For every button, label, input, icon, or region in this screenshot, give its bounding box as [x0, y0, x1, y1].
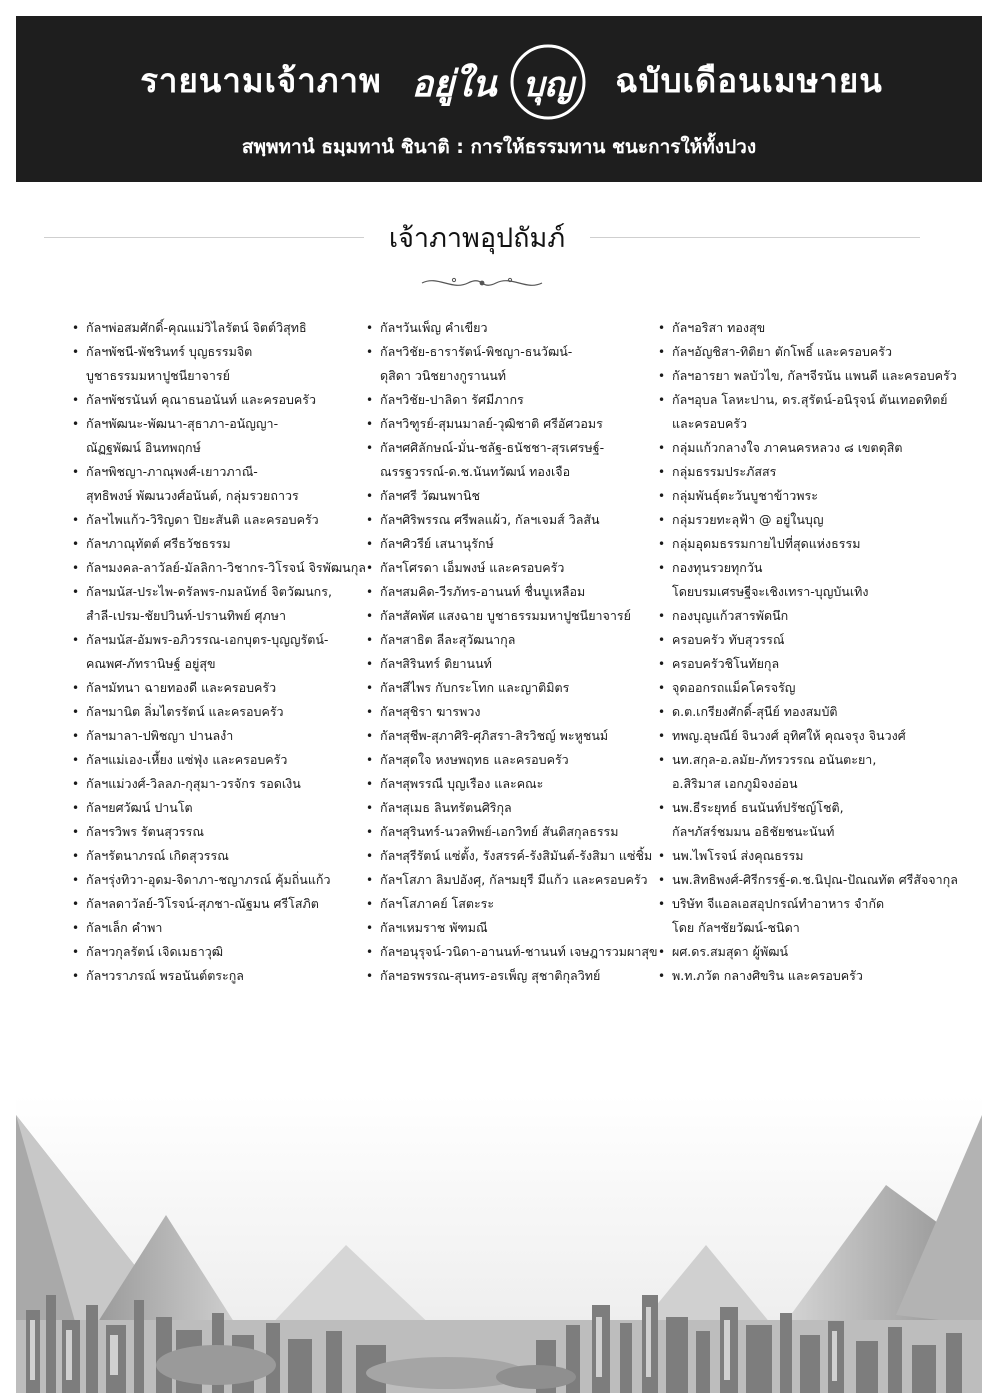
- donor-name-line: • กัลฯลดาวัลย์-วิโรจน์-สุภชา-ณัฐมน ศรีโสภิต: [86, 896, 319, 911]
- donor-list-item: [366, 628, 658, 652]
- donor-list-item: [366, 916, 658, 940]
- donor-name-line: • กลุ่มแก้วกลางใจ ภาคนครหลวง ๘ เขตดุสิต: [672, 440, 903, 455]
- donor-name-line: • กัลฯแม่วงศ์-วิลลภ-กุสุมา-วรจักร รอดเงิน: [86, 776, 301, 791]
- donor-list-item: [72, 796, 366, 820]
- donor-name-line: • จุดออกรถแม็คโครจรัญ: [672, 680, 796, 695]
- donor-list-item: [366, 724, 658, 748]
- donor-list-item: [658, 748, 958, 796]
- donor-list-item: [658, 892, 958, 940]
- donor-name-line: • กัลฯไพแก้ว-วิริญดา ปิยะสันติ และครอบครัว: [86, 512, 319, 527]
- donor-list-item: [72, 892, 366, 916]
- donor-name-line: • กัลฯภาณุทัตต์ ศรีธวัชธรรม: [86, 536, 231, 551]
- donor-list-item: [658, 556, 958, 604]
- donor-list-item: [366, 508, 658, 532]
- donor-name-line: กัลฯภัสร์ชมมน อธิชัยชนะนันท์: [672, 824, 835, 839]
- donor-name-line: บูชาธรรมมหาปูชนียาจารย์: [86, 368, 230, 383]
- donor-name-line: • กัลฯวกุลรัตน์ เจิดเมธาวุฒิ: [86, 944, 224, 959]
- donor-name-line: • กัลฯมานิต ลิ่มไตรรัตน์ และครอบครัว: [86, 704, 284, 719]
- donor-list-item: [72, 916, 366, 940]
- donor-list-item: [72, 676, 366, 700]
- donor-name-line: • กัลฯโสภาคย์ โสตะระ: [380, 896, 495, 911]
- donor-list-item: [72, 700, 366, 724]
- donor-name-line: • กัลฯวราภรณ์ พรอนันต์ตระกูล: [86, 968, 244, 983]
- donor-list-item: [658, 460, 958, 484]
- donor-name-line: • กัลฯเล็ก คำพา: [86, 920, 163, 935]
- donor-list-item: [366, 412, 658, 436]
- donor-name-line: • กัลฯโสภา ลิมปอังศุ, กัลฯมยุรี มีแก้ว และครอบครัว: [380, 872, 648, 887]
- donor-list-item: [366, 868, 658, 892]
- donor-list-item: [72, 844, 366, 868]
- donor-name-line: • นพ.ธีระยุทธ์ ธนนันท์ปรัชญ์โชติ,: [672, 800, 844, 815]
- donor-name-line: • กัลฯพิชญา-ภาณุพงศ์-เยาวภาณี-: [86, 464, 258, 479]
- donor-list-item: [366, 652, 658, 676]
- logo-yoonaiboon: [388, 34, 618, 126]
- donor-list-item: [366, 964, 658, 988]
- donor-name-line: • ด.ต.เกรียงศักดิ์-สุนีย์ ทองสมบัติ: [672, 704, 838, 719]
- donor-name-line: • กัลฯยศวัฒน์ ปานโต: [86, 800, 193, 815]
- donor-list-item: [72, 628, 366, 676]
- donor-name-line: • กัลฯอรพรรณ-สุนทร-อรเพ็ญ สุชาติกุลวิทย์: [380, 968, 601, 983]
- donor-list-item: [72, 460, 366, 508]
- donor-list-item: [658, 652, 958, 676]
- donor-name-line: สุทธิพงษ์ พัฒนวงศ์อนันต์, กลุ่มรวยถาวร: [86, 488, 299, 503]
- donor-name-line: โดยบรมเศรษฐีจะเชิงเทรา-บุญบันเทิง: [672, 584, 869, 599]
- donor-name-line: • กัลฯมัทนา ฉายทองดี และครอบครัว: [86, 680, 277, 695]
- donor-name-line: • กัลฯวิชัย-ธารารัตน์-พิชญา-ธนวัฒน์-: [380, 344, 573, 359]
- section-title: เจ้าภาพอุปถัมภ์: [388, 223, 566, 254]
- donor-name-line: • กัลฯอารยา พลบัวไข, กัลฯจีรนัน แพนดี และครอบครัว: [672, 368, 957, 383]
- donor-list-item: [366, 748, 658, 772]
- donor-name-line: และครอบครัว: [672, 416, 748, 431]
- donor-list-item: [72, 748, 366, 772]
- donor-list-item: [658, 700, 958, 724]
- donor-list-item: [366, 340, 658, 388]
- donor-name-line: • กลุ่มรวยทะลุฟ้า @ อยู่ในบุญ: [672, 512, 824, 527]
- donor-name-line: • กัลฯศิวรีย์ เสนานุรักษ์: [380, 536, 494, 551]
- donor-list-item: [72, 532, 366, 556]
- donor-list-item: [366, 556, 658, 580]
- donor-name-line: • กัลฯสาธิต ลีละสุวัฒนากุล: [380, 632, 516, 647]
- donor-list-item: [366, 700, 658, 724]
- donor-list-item: [72, 580, 366, 628]
- donor-name-line: • กัลฯรวิพร รัตนสุวรรณ: [86, 824, 204, 839]
- header-banner: [16, 16, 982, 182]
- banner-subtitle: สพฺพทานํ ธมฺมทานํ ชินาติ : การให้ธรรมทาน ชนะการให้ทั้งปวง: [241, 136, 757, 158]
- donor-name-line: ณรรฐวรรณ์-ด.ช.นันทวัฒน์ ทองเจือ: [380, 464, 571, 479]
- donor-name-line: • กัลฯสุรีรัตน์ แซ่ตั้ง, รังสรรค์-รังสิมันต์-รังสิมา แซ่ชิ้ม: [380, 848, 653, 863]
- donor-list-item: [366, 676, 658, 700]
- donor-name-line: • นพ.สิทธิพงศ์-ศิรีกรรฐ์-ด.ช.นิปุณ-ปัณณทัต ศรีสัจจากุล: [672, 872, 958, 887]
- scroll-flourish-icon: [418, 274, 546, 292]
- donor-name-line: โดย กัลฯชัยวัฒน์-ชนิดา: [672, 920, 800, 935]
- donor-list-item: [366, 580, 658, 604]
- donor-list-item: [72, 508, 366, 532]
- donor-list-item: [72, 868, 366, 892]
- donor-name-line: • กัลฯพัชนี-พัชรินทร์ บุญธรรมจิต: [86, 344, 253, 359]
- donor-list-item: [658, 676, 958, 700]
- donor-list-item: [658, 964, 958, 988]
- divider-right: [590, 237, 920, 238]
- donor-name-line: • กัลฯอนุรุจน์-วนิดา-อานนท์-ชานนท์ เจษฎารวมผาสุข: [380, 944, 658, 959]
- donor-name-line: • กัลฯสุชีพ-สุภาศิริ-ศุภิสรา-สิรวิชญ์ พะหูชนม์: [380, 728, 609, 743]
- donor-list-item: [658, 340, 958, 364]
- donor-name-line: สำลี-เปรม-ชัยปวินท์-ปรานทิพย์ ศุภษา: [86, 608, 286, 623]
- logo-script-text: อยู่ใน: [411, 63, 497, 105]
- donor-name-line: • ทพญ.อุษณีย์ จินวงศ์ อุทิศให้ คุณจรุง จินวงศ์: [672, 728, 906, 743]
- donor-name-line: • กองบุญแก้วสารพัดนึก: [672, 608, 789, 623]
- donor-name-line: • กัลฯสัคพัศ แสงฉาย บูชาธรรมมหาปูชนียาจารย์: [380, 608, 631, 623]
- logo-circle-text: บุญ: [522, 65, 574, 105]
- donor-list-item: [658, 604, 958, 628]
- donor-name-line: • กัลฯมนัส-อัมพร-อภิวรรณ-เอกบุตร-บุญญรัตน์-: [86, 632, 329, 647]
- donor-list-item: [366, 820, 658, 844]
- donor-name-line: • กลุ่มอุดมธรรมกายไปที่สุดแห่งธรรม: [672, 536, 861, 551]
- divider-left: [44, 237, 364, 238]
- donor-name-line: • กัลฯสุพรรณี บุญเรือง และคณะ: [380, 776, 544, 791]
- donor-list-item: [658, 844, 958, 868]
- donor-list-item: [72, 820, 366, 844]
- donor-name-line: • กัลฯสีไพร กับกระโทก และญาติมิตร: [380, 680, 570, 695]
- donor-list-item: [658, 436, 958, 460]
- donor-name-line: • นพ.ไพโรจน์ ส่งคุณธรรม: [672, 848, 804, 863]
- donor-name-line: • กัลฯวิฑูรย์-สุมนมาลย์-วุฒิชาติ ศรีอัศวอมร: [380, 416, 603, 431]
- donor-list-item: [658, 364, 958, 388]
- donor-name-line: • กัลฯโศรดา เอ็มพงษ์ และครอบครัว: [380, 560, 565, 575]
- donor-list-item: [658, 508, 958, 532]
- donor-name-line: • กัลฯสุดใจ หงษพฤทธ และครอบครัว: [380, 752, 569, 767]
- donor-list-item: [366, 940, 658, 964]
- donor-name-line: • กัลฯศศิลักษณ์-มั่น-ชลัฐ-ธนัชชา-สุรเศรษฐ์-: [380, 440, 605, 455]
- donor-list-item: [658, 796, 958, 844]
- donor-list-item: [658, 868, 958, 892]
- section-header: [44, 222, 920, 302]
- donor-name-line: • กองทุนรวยทุกวัน: [672, 560, 763, 575]
- donor-list-item: [366, 316, 658, 340]
- donor-name-line: • กัลฯมนัส-ประไพ-ดรัลพร-กมลนัทธ์ จิตวัฒนกร,: [86, 584, 332, 599]
- donor-list-item: [658, 484, 958, 508]
- donor-list-item: [366, 436, 658, 484]
- donor-name-line: • นท.สกุล-อ.ลมัย-ภัทรวรรณ อนันตะยา,: [672, 752, 877, 767]
- donor-name-line: • กัลฯศิริพรรณ ศรีพลแผ้ว, กัลฯเจมส์ วิลสัน: [380, 512, 600, 527]
- donor-column-3: [658, 316, 958, 988]
- donor-name-line: • กัลฯศรี วัฒนพานิช: [380, 488, 481, 503]
- donor-list-item: [72, 964, 366, 988]
- donor-name-line: • ครอบครัว ทับสุวรรณ์: [672, 632, 785, 647]
- donor-name-line: • กัลฯอริสา ทองสุข: [672, 320, 766, 335]
- donor-name-line: • กัลฯพัชรนันท์ คุณาธนอนันท์ และครอบครัว: [86, 392, 316, 407]
- donor-name-line: • กลุ่มพันธุ์ตะวันบูชาข้าวพระ: [672, 488, 818, 503]
- donor-name-line: • กัลฯรัตนาภรณ์ เกิดสุวรรณ: [86, 848, 229, 863]
- donor-name-line: • กัลฯมงคล-ลาวัลย์-มัลลิกา-วิชากร-วิโรจน์ จิรพัฒนกุล: [86, 560, 366, 575]
- donor-name-line: • กัลฯสุเมธ ลินทรัตนศิริกุล: [380, 800, 512, 815]
- banner-title-left: รายนามเจ้าภาพ: [140, 61, 382, 100]
- donor-list-item: [658, 532, 958, 556]
- donor-list-item: [658, 940, 958, 964]
- donor-column-1: [72, 316, 366, 988]
- donor-column-2: [366, 316, 658, 988]
- donor-name-line: อ.สิริมาส เอกภูมิจงอ่อน: [672, 776, 798, 791]
- donor-name-line: • กัลฯพ่อสมศักดิ์-คุณแม่วิไลรัตน์ จิตต์วิสุทธิ: [86, 320, 307, 335]
- donor-name-line: ดุสิดา วนิชยางกูรานนท์: [380, 368, 506, 383]
- donor-name-line: • กัลฯสุชิรา ฆารพวง: [380, 704, 481, 719]
- donor-list-item: [366, 484, 658, 508]
- donor-name-line: • พ.ท.ภวัต กลางศิขริน และครอบครัว: [672, 968, 863, 983]
- donor-list-item: [72, 724, 366, 748]
- banner-title-right: ฉบับเดือนเมษายน: [615, 61, 883, 100]
- donor-list-item: [366, 892, 658, 916]
- donor-name-line: • กัลฯสุรินทร์-นวลทิพย์-เอกวิทย์ สันติสกุลธรรม: [380, 824, 619, 839]
- donor-list-item: [366, 388, 658, 412]
- donor-list-item: [658, 628, 958, 652]
- donor-list-item: [658, 316, 958, 340]
- donor-name-line: ณัฏฐพัฒน์ อินทพฤกษ์: [86, 440, 201, 455]
- donor-list-item: [366, 844, 658, 868]
- donor-name-line: • กัลฯสิรินทร์ ติยานนท์: [380, 656, 492, 671]
- donor-name-line: • ผศ.ดร.สมสุดา ผู้พัฒน์: [672, 944, 789, 959]
- donor-list-item: [366, 532, 658, 556]
- donor-name-line: คณพศ-ภัทรานิษฐ์ อยู่สุข: [86, 656, 216, 671]
- donor-name-line: • บริษัท จีแอลเอสอุปกรณ์ทำอาหาร จำกัด: [672, 896, 885, 911]
- donor-name-line: • กัลฯเหมราช พัฑมณี: [380, 920, 488, 935]
- donor-list-item: [72, 940, 366, 964]
- donor-name-line: • กัลฯรุ่งทิวา-อุดม-จิดาภา-ชญาภรณ์ คุ้มถิ่นแก้ว: [86, 872, 331, 887]
- donor-name-line: • กัลฯวิชัย-ปาลิดา รัศมีภากร: [380, 392, 524, 407]
- donor-list-item: [72, 412, 366, 460]
- donor-list-item: [72, 556, 366, 580]
- donor-list-item: [366, 796, 658, 820]
- donor-name-line: • กัลฯแม่เอง-เหี้ยง แซ่ฟุ่ง และครอบครัว: [86, 752, 288, 767]
- donor-name-line: • กัลฯอัญชิสา-ทิติยา ตักโพธิ์ และครอบครัว: [672, 344, 893, 359]
- donor-list-item: [366, 604, 658, 628]
- donor-list-item: [72, 772, 366, 796]
- donor-list-item: [72, 316, 366, 340]
- donor-name-line: • กัลฯมาลา-ปพิชญา ปานลงำ: [86, 728, 234, 743]
- donor-list-item: [72, 388, 366, 412]
- donor-name-line: • กลุ่มธรรมประภัสสร: [672, 464, 777, 479]
- donor-name-line: • กัลฯวันเพ็ญ คำเขียว: [380, 320, 488, 335]
- donor-name-line: • กัลฯสมคิด-วีรภัทร-อานนท์ ชื่นบูเหลือม: [380, 584, 586, 599]
- donor-name-line: • กัลฯอุบล โลหะปาน, ดร.สุรัตน์-อนิรุจน์ ตันเทอดทิตย์: [672, 392, 948, 407]
- donor-list-item: [366, 772, 658, 796]
- donor-name-line: • กัลฯพัฒนะ-พัฒนา-สุธาภา-อนัญญา-: [86, 416, 279, 431]
- donor-list-item: [72, 340, 366, 388]
- donor-name-line: • ครอบครัวชิโนทัยกุล: [672, 656, 780, 671]
- pyramids-crystal-city-art: [16, 1095, 982, 1393]
- donor-list-item: [658, 724, 958, 748]
- donor-list-item: [658, 388, 958, 436]
